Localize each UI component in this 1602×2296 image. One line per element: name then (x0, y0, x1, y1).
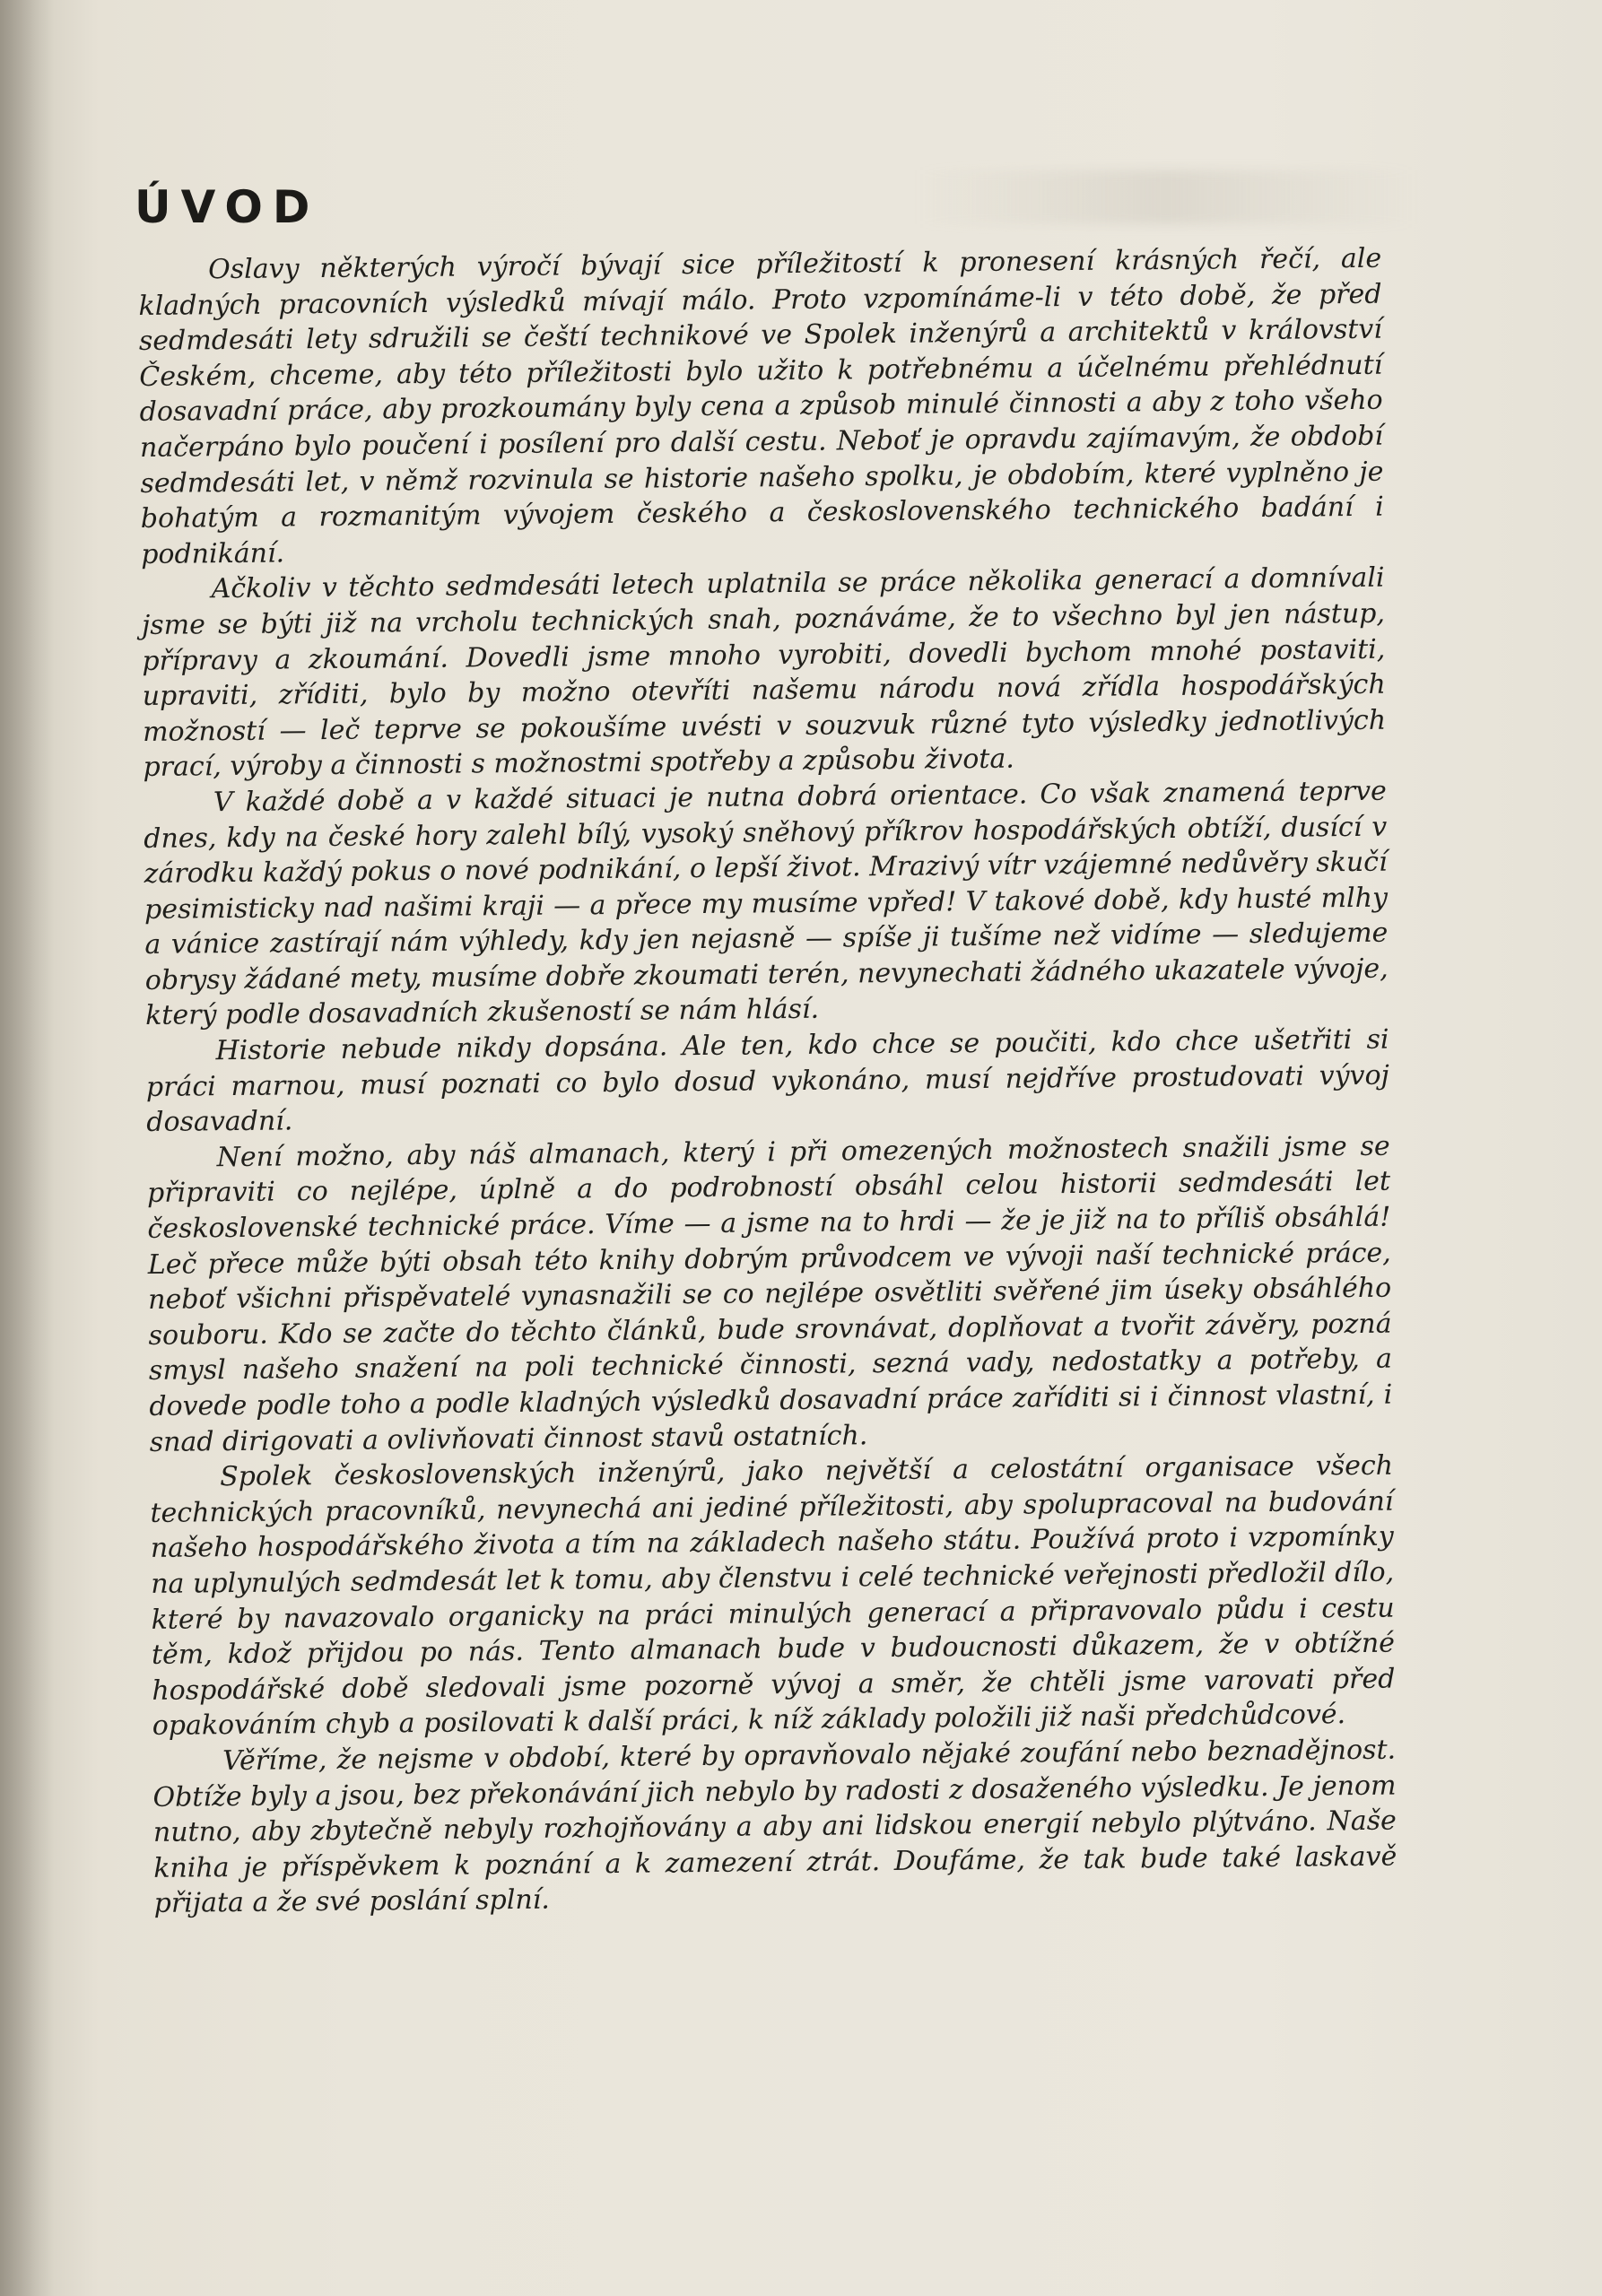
paragraph-1: Oslavy některých výročí bývají sice příležitostí k pronesení krásných řečí, ale kladných pracovních výsledků mívají málo. Proto vzpomínáme-li v této době, že před sedmdesáti lety sdružili se čeští technikové ve Spolek inženýrů a architektů v království Českém, chceme, aby této příležitosti bylo užito k potřebnému a účelnému přehlédnutí dosavadní práce, aby prozkoumány byly cena a způsob minulé činnosti a aby z toho všeho načerpáno bylo poučení i posílení pro další cestu. Neboť je opravdu zajímavým, že období sedmdesáti let, v němž rozvinula se historie našeho spolku, je obdobím, které vyplněno je bohatým a rozmanitým vývojem českého a československého technického badání i podnikání. (138, 242, 1384, 570)
paragraph-5: Není možno, aby náš almanach, který i při omezených možnostech snažili jsme se připraviti co nejlépe, úplně a do podrobností obsáhl celou historii sedmdesáti let československé technické práce. Víme — a jsme na to hrdi — že je již na to příliš obsáhlá! Leč přece může býti obsah této knihy dobrým průvodcem ve vývoji naší technické práce, neboť všichni přispěvatelé vynasnažili se co nejlépe osvětliti svěřené jim úseky obsáhlého souboru. Kdo se začte do těchto článků, bude srovnávat, doplňovat a tvořit závěry, pozná smysl našeho snažení na poli technické činnosti, sezná vady, nedostatky a potřeby, a dovede podle toho a podle kladných výsledků dosavadní práce zaříditi si i činnost vlastní, i snad dirigovati a ovlivňovati činnost stavů ostatních. (146, 1130, 1393, 1458)
reverse-side-show-through (915, 170, 1417, 224)
binding-gutter-shadow (0, 0, 54, 2296)
paragraph-7: Věříme, že nejsme v období, které by opravňovalo nějaké zoufání nebo beznadějnost. Obtíže byly a jsou, bez překonávání jich nebylo by radosti z dosaženého výsledku. Je jenom nutno, aby zbytečně nebyly rozhojňovány a aby ani lidskou energií nebylo plýtváno. Naše kniha je příspěvkem k poznání a k zamezení ztrát. Doufáme, že tak bude také laskavě přijata a že své poslání splní. (152, 1734, 1397, 1920)
paragraph-2: Ačkoliv v těchto sedmdesáti letech uplatnila se práce několika generací a domnívali jsme se býti již na vrcholu technických snah, poznáváme, že to všechno byl jen nástup, přípravy a zkoumání. Dovedli jsme mnoho vyrobiti, dovedli bychom mnohé postaviti, upraviti, zříditi, bylo by možno otevříti našemu národu nová zřídla hospodářských možností — leč teprve se pokoušíme uvésti v souzvuk různé tyto výsledky jednotlivých prací, výroby a činnosti s možnostmi spotřeby a způsobu života. (141, 562, 1387, 784)
body-text (138, 241, 1397, 1922)
paragraph-6: Spolek československých inženýrů, jako největší a celostátní organisace všech technických pracovníků, nevynechá ani jediné příležitosti, aby spolupracoval na budování našeho hospodářského života a tím na základech našeho státu. Používá proto i vzpomínky na uplynulých sedmdesát let k tomu, aby členstvu i celé technické veřejnosti předložil dílo, které by navazovalo organicky na práci minulých generací a připravovalo půdu i cestu těm, kdož přijdou po nás. Tento almanach bude v budoucnosti důkazem, že v obtížné hospodářské době sledovali jsme pozorně vývoj a směr, že chtěli jsme varovati před opakováním chyb a posilovati k další práci, k níž základy položili již naši předchůdcové. (150, 1449, 1396, 1743)
paragraph-3: V každé době a v každé situaci je nutna dobrá orientace. Co však znamená teprve dnes, kdy na české hory zalehl bílý, vysoký sněhový příkrov hospodářských obtíží, dusící v zárodku každý pokus o nové podnikání, o lepší život. Mrazivý vítr vzájemné nedůvěry skučí pesimisticky nad našimi kraji — a přece my musíme vpřed! V takové době, kdy husté mlhy a vánice zastírají nám výhledy, kdy jen nejasně — spíše ji tušíme než vidíme — sledujeme obrysy žádané mety, musíme dobře zkoumati terén, nevynechati žádného ukazatele vývoje, který podle dosavadních zkušeností se nám hlásí. (144, 775, 1389, 1032)
paragraph-4: Historie nebude nikdy dopsána. Ale ten, kdo chce se poučiti, kdo chce ušetřiti si práci marnou, musí poznati co bylo dosud vykonáno, musí nejdříve prostudovati vývoj dosavadní. (145, 1023, 1390, 1139)
page-heading: ÚVOD (135, 181, 320, 233)
